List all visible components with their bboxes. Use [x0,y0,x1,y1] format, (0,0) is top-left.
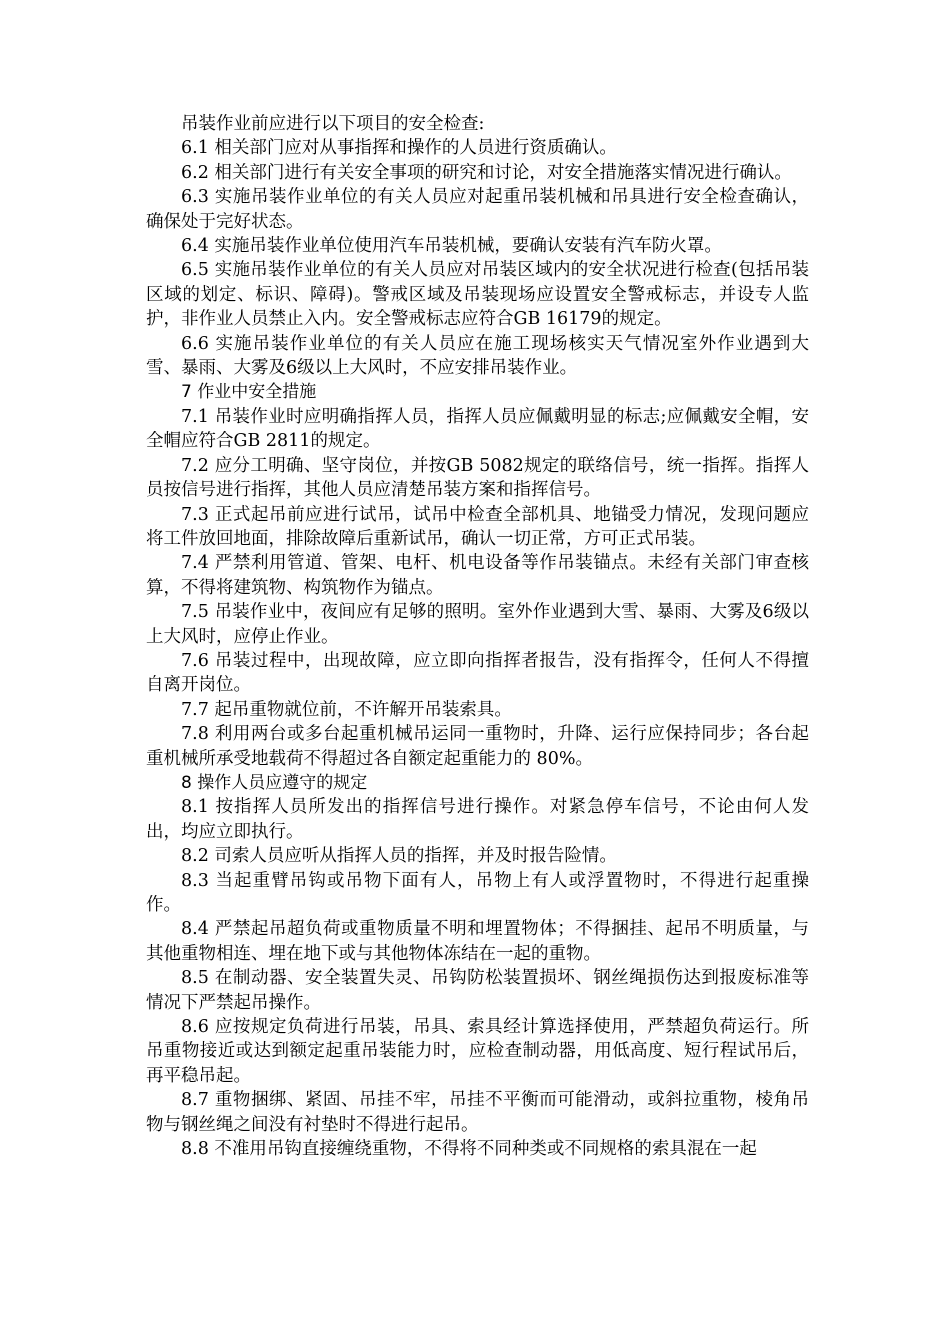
clause-7-2: 7.2 应分工明确、坚守岗位，并按GB 5082规定的联络信号，统一指挥。指挥人员按信号进行指挥，其他人员应清楚吊装方案和指挥信号。 [146,455,809,501]
clause-8-6: 8.6 应按规定负荷进行吊装，吊具、索具经计算选择使用，严禁超负荷运行。所吊重物接近或达到额定起重吊装能力时，应检查制动器，用低高度、短行程试吊后，再平稳吊起。 [146,1017,809,1086]
clause-7-3: 7.3 正式起吊前应进行试吊，试吊中检查全部机具、地锚受力情况，发现问题应将工件放回地面，排除故障后重新试吊，确认一切正常，方可正式吊装。 [146,504,809,549]
clause-6-4: 6.4 实施吊装作业单位使用汽车吊装机械，要确认安装有汽车防火罩。 [181,236,722,257]
clause-6-6: 6.6 实施吊装作业单位的有关人员应在施工现场核实天气情况室外作业遇到大雪、暴雨、大雾及6级以上大风时，不应安排吊装作业。 [146,333,809,379]
clause-8-1: 8.1 按指挥人员所发出的指挥信号进行操作。对紧急停车信号，不论由何人发出，均应立即执行。 [146,797,809,842]
clause-7-5: 7.5 吊装作业中，夜间应有足够的照明。室外作业遇到大雪、暴雨、大雾及6级以上大风时，应停止作业。 [146,602,809,647]
clause-7-7: 7.7 起吊重物就位前，不许解开吊装索具。 [181,699,512,720]
clause-7-6: 7.6 吊装过程中，出现故障，应立即向指挥者报告，没有指挥令，任何人不得擅自离开岗位。 [146,650,809,696]
clause-8-2: 8.2 司索人员应听从指挥人员的指挥，并及时报告险情。 [181,846,617,867]
section-7-heading: 7 作业中安全措施 [181,382,317,403]
clause-8-5: 8.5 在制动器、安全装置失灵、吊钩防松装置损坏、钢丝绳损伤达到报废标准等情况下严禁起吊操作。 [146,968,809,1013]
clause-7-8: 7.8 利用两台或多台起重机械吊运同一重物时，升降、运行应保持同步；各台起重机械所承受地载荷不得超过各自额定起重能力的 80%。 [146,724,809,769]
clause-8-7: 8.7 重物捆绑、紧固、吊挂不牢，吊挂不平衡而可能滑动，或斜拉重物，棱角吊物与钢丝绳之间没有衬垫时不得进行起吊。 [146,1090,809,1135]
intro-paragraph: 吊装作业前应进行以下项目的安全检查: [181,114,485,134]
clause-6-5: 6.5 实施吊装作业单位的有关人员应对吊装区域内的安全状况进行检查(包括吊装区域的划定、标识、障碍)。警戒区域及吊装现场应设置安全警戒标志，并设专人监护，非作业人员禁止入内。安全警戒标志应符合GB 16179的规定。 [146,260,809,330]
section-8-heading: 8 操作人员应遵守的规定 [181,772,368,793]
document-page [146,112,809,1161]
clause-7-1: 7.1 吊装作业时应明确指挥人员，指挥人员应佩戴明显的标志;应佩戴安全帽，安全帽应符合GB 2811的规定。 [146,406,809,452]
clause-6-3: 6.3 实施吊装作业单位的有关人员应对起重吊装机械和吊具进行安全检查确认，确保处于完好状态。 [146,187,809,232]
clause-8-3: 8.3 当起重臂吊钩或吊物下面有人，吊物上有人或浮置物时，不得进行起重操作。 [146,870,809,915]
clause-6-2: 6.2 相关部门进行有关安全事项的研究和讨论，对安全措施落实情况进行确认。 [181,162,792,183]
clause-8-8: 8.8 不准用吊钩直接缠绕重物，不得将不同种类或不同规格的索具混在一起 [181,1139,757,1160]
clause-7-4: 7.4 严禁利用管道、管架、电杆、机电设备等作吊装锚点。未经有关部门审查核算，不得将建筑物、构筑物作为锚点。 [146,553,809,598]
clause-6-1: 6.1 相关部门应对从事指挥和操作的人员进行资质确认。 [181,138,617,159]
clause-8-4: 8.4 严禁起吊超负荷或重物质量不明和埋置物体；不得捆挂、起吊不明质量，与其他重物相连、埋在地下或与其他物体冻结在一起的重物。 [146,919,809,964]
